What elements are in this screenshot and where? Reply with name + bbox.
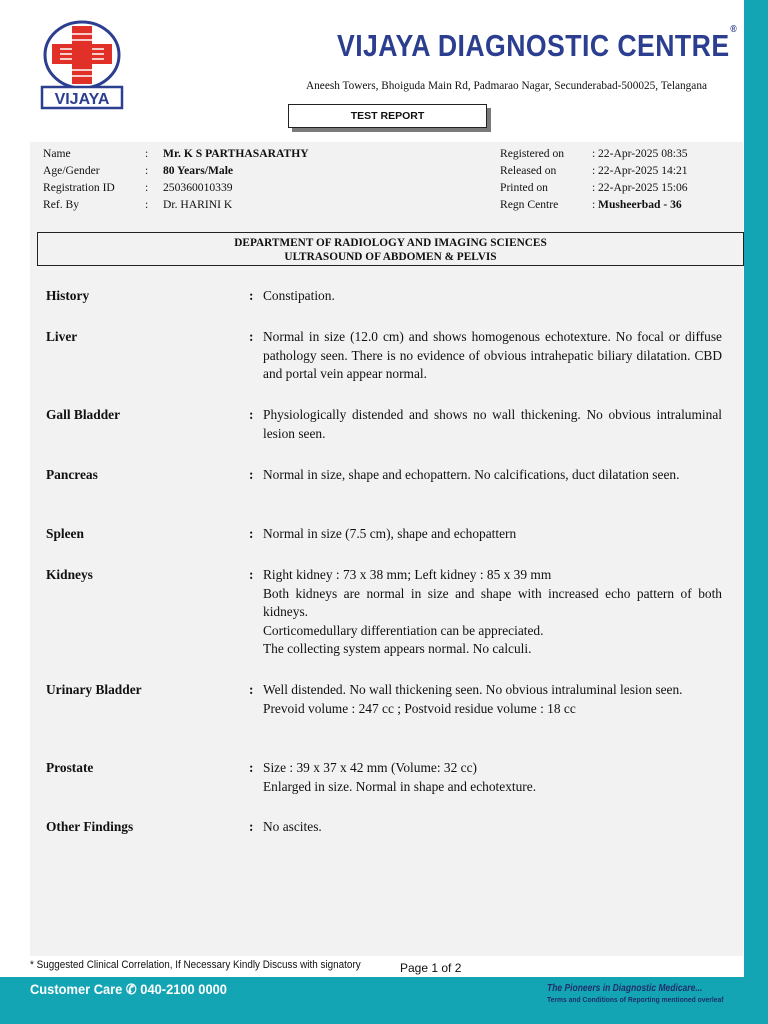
colon: : [249,760,254,775]
colon: : [249,467,254,482]
printed-on-value: 22-Apr-2025 15:06 [598,181,688,194]
section-title-history: History [46,288,90,303]
age-gender-value: 80 Years/Male [163,164,234,177]
regn-centre-label: Regn Centre [500,198,559,211]
ref-by-label: Ref. By [43,198,80,211]
right-teal-bar [744,0,768,1024]
patient-name-value: Mr. K S PARTHASARATHY [163,147,309,160]
finding-line: Both kidneys are normal in size and shape with increased echo pattern of both kidneys. [263,585,722,620]
clinical-correlation-note: * Suggested Clinical Correlation, If Necessary Kindly Discuss with signatory [30,959,361,971]
section-title-spleen: Spleen [46,526,84,541]
customer-care: Customer Care ✆ 040-2100 0000 [30,981,227,997]
finding-line: Normal in size, shape and echopattern. No calcifications, duct dilatation seen. [263,467,680,482]
section-title-prostate: Prostate [46,760,94,775]
colon: : [145,181,149,194]
colon: : [249,329,254,344]
registered-on-value: 22-Apr-2025 08:35 [598,147,688,160]
colon: : [592,164,596,177]
section-body-other-findings [263,818,722,837]
section-body-prostate [263,759,722,796]
finding-line: Size : 39 x 37 x 42 mm (Volume: 32 cc) [263,760,477,775]
section-title-gall-bladder: Gall Bladder [46,407,121,422]
section-title-urinary-bladder: Urinary Bladder [46,682,142,697]
colon: : [592,181,596,194]
finding-line: Normal in size (7.5 cm), shape and echopattern [263,526,517,541]
colon: : [592,198,596,211]
tagline: The Pioneers in Diagnostic Medicare... [547,983,703,994]
finding-line: Normal in size (12.0 cm) and shows homogenous echotexture. No focal or diffuse pathology seen. There is no evidence of obvious intrahepatic biliary dilatation. CBD and portal vein appear normal. [263,329,722,382]
colon: : [249,288,254,303]
section-body-urinary-bladder [263,681,722,718]
finding-line: Physiologically distended and shows no wall thickening. No obvious intraluminal lesion seen. [263,407,722,441]
section-body-gall-bladder [263,406,722,443]
vijaya-logo [38,20,126,110]
section-body-pancreas [263,466,722,485]
finding-line: Enlarged in size. Normal in shape and echotexture. [263,778,537,794]
age-gender-label: Age/Gender [43,164,100,177]
colon: : [249,819,254,834]
finding-line: Prevoid volume : 247 cc ; Postvoid residue volume : 18 cc [263,700,576,716]
colon: : [249,526,254,541]
colon: : [249,567,254,582]
exam-title: ULTRASOUND OF ABDOMEN & PELVIS [284,251,497,263]
section-title-pancreas: Pancreas [46,467,98,482]
terms-note: Terms and Conditions of Reporting mentioned overleaf [547,995,724,1004]
department-box [37,232,744,266]
section-title-other-findings: Other Findings [46,819,134,834]
ref-by-value: Dr. HARINI K [163,198,233,211]
registered-mark: ® [730,24,738,35]
colon: : [592,147,596,160]
regn-centre-value: Musheerbad - 36 [598,198,682,211]
department-title: DEPARTMENT OF RADIOLOGY AND IMAGING SCIENCES [234,237,547,249]
released-on-label: Released on [500,164,557,177]
finding-line: Right kidney : 73 x 38 mm; Left kidney : 85 x 39 mm [263,567,552,582]
section-body-history [263,287,722,306]
test-report-label: TEST REPORT [288,104,487,128]
colon: : [145,164,149,177]
colon: : [249,682,254,697]
released-on-value: 22-Apr-2025 14:21 [598,164,688,177]
brand-title [337,24,738,64]
section-body-kidneys [263,566,722,659]
finding-line: Constipation. [263,288,335,303]
colon: : [249,407,254,422]
page-number: Page 1 of 2 [400,961,462,975]
colon: : [145,198,149,211]
section-title-liver: Liver [46,329,78,344]
brand-title-text: VIJAYA DIAGNOSTIC CENTRE [337,28,730,63]
finding-line: Corticomedullary differentiation can be appreciated. [263,622,544,638]
section-body-liver [263,328,722,384]
registration-id-label: Registration ID [43,181,115,194]
registration-id-value: 250360010339 [163,181,233,194]
registered-on-label: Registered on [500,147,565,160]
printed-on-label: Printed on [500,181,548,194]
finding-line: Well distended. No wall thickening seen. No obvious intraluminal lesion seen. [263,682,683,697]
patient-name-label: Name [43,147,71,160]
section-title-kidneys: Kidneys [46,567,93,582]
colon: : [145,147,149,160]
centre-address: Aneesh Towers, Bhoiguda Main Rd, Padmarao Nagar, Secunderabad-500025, Telangana [306,80,707,92]
finding-line: The collecting system appears normal. No calculi. [263,641,532,657]
finding-line: No ascites. [263,819,322,834]
logo-text: VIJAYA [54,91,110,108]
section-body-spleen [263,525,722,544]
